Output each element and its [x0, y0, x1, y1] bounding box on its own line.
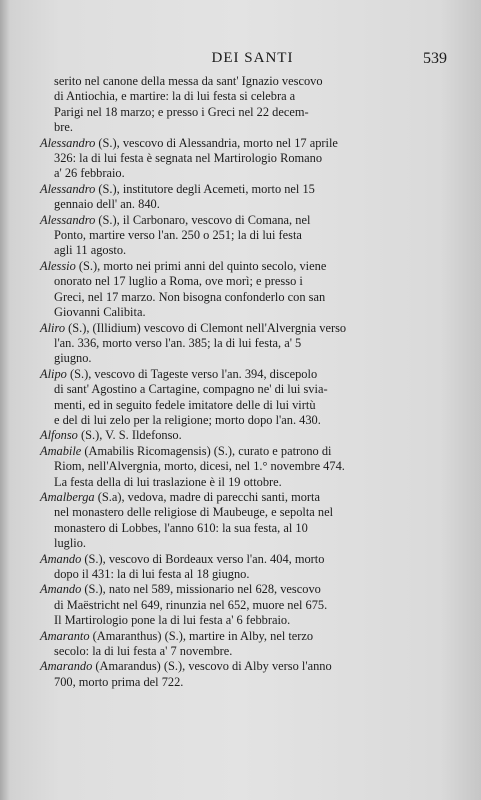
line-text: Greci, nel 17 marzo. Non bisogna confonderlo con san [54, 289, 326, 304]
text-line [40, 428, 462, 443]
line-text: agli 11 agosto. [54, 243, 127, 258]
text-line [40, 105, 462, 120]
line-text: Riom, nell'Alvergnia, morto, dicesi, nel 1.° novembre 474. [54, 459, 345, 474]
line-text: (S.), morto nei primi anni del quinto secolo, viene [75, 258, 327, 273]
text-line [40, 490, 462, 505]
text-line [40, 536, 462, 551]
line-text: 700, morto prima del 722. [54, 674, 184, 689]
line-text: Ponto, martire verso l'an. 250 o 251; la di lui festa [54, 228, 302, 243]
entry-heading: Amalberga [40, 489, 95, 504]
entry-heading: Amaranto [40, 628, 90, 643]
line-text: Parigi nel 18 marzo; e presso i Greci nel 22 decem- [54, 104, 309, 119]
line-text: di Maëstricht nel 649, rinunzia nel 652, muore nel 675. [54, 597, 328, 612]
text-line [40, 351, 462, 366]
text-line [40, 675, 462, 690]
text-line [40, 166, 462, 181]
text-line [40, 413, 462, 428]
entry-heading: Alessandro [40, 135, 96, 150]
text-line [40, 598, 462, 613]
text-line [40, 459, 462, 474]
entry-heading: Alessandro [40, 212, 96, 227]
text-line [40, 259, 462, 274]
line-text: l'an. 336, morto verso l'an. 385; la di lui festa, a' 5 [54, 335, 302, 350]
line-text: serito nel canone della messa da sant' Ignazio vescovo [54, 74, 323, 88]
line-text: (S.), (Illidium) vescovo di Clemont nell'Alvergnia verso [65, 320, 347, 335]
line-text: onorato nel 17 luglio a Roma, ove morì; e presso i [54, 274, 303, 289]
entry-heading: Amarando [40, 659, 93, 674]
text-line [40, 552, 462, 567]
line-text: Il Martirologio pone la di lui festa a' 6 febbraio. [54, 613, 291, 628]
line-text: (S.), V. S. Ildefonso. [77, 428, 182, 443]
line-text: e del di lui zelo per la religione; morto dopo l'an. 430. [54, 412, 321, 427]
text-line [40, 74, 462, 89]
text-line [40, 197, 462, 212]
text-line [40, 567, 462, 582]
line-text: (S.), vescovo di Tageste verso l'an. 394, discepolo [66, 366, 318, 381]
line-text: (S.), vescovo di Bordeaux verso l'an. 404, morto [81, 551, 325, 566]
line-text: monastero di Lobbes, l'anno 610: la sua festa, al 10 [54, 520, 308, 535]
entry-heading: Alfonso [40, 428, 78, 443]
text-line [40, 382, 462, 397]
line-text: (S.), nato nel 589, missionario nel 628, vescovo [81, 582, 321, 597]
text-line [40, 120, 462, 135]
text-line [40, 505, 462, 520]
text-line [40, 398, 462, 413]
text-line [40, 336, 462, 351]
entry-heading: Alessio [40, 258, 76, 273]
entry-heading: Aliro [40, 320, 66, 335]
line-text: (S.), institutore degli Acemeti, morto nel 15 [95, 181, 315, 196]
line-text: (S.a), vedova, madre di parecchi santi, morta [94, 489, 320, 504]
entry-heading: Alessandro [40, 181, 96, 196]
running-title: DEI SANTI [211, 50, 294, 66]
text-line [40, 213, 462, 228]
text-line [40, 290, 462, 305]
line-text: (Amaranthus) (S.), martire in Alby, nel terzo [89, 628, 314, 643]
text-line [40, 228, 462, 243]
text-body [40, 74, 462, 690]
text-line [40, 475, 462, 490]
entry-heading: Alipo [40, 366, 67, 381]
line-text: 326: la di lui festa è segnata nel Martirologio Romano [54, 151, 323, 166]
line-text: secolo: la di lui festa a' 7 novembre. [54, 644, 233, 659]
text-line [40, 367, 462, 382]
line-text: La festa della di lui traslazione è il 19 ottobre. [54, 474, 282, 489]
text-line [40, 305, 462, 320]
text-line [40, 182, 462, 197]
line-text: a' 26 febbraio. [54, 166, 125, 181]
line-text: gennaio dell' an. 840. [54, 197, 160, 212]
line-text: luglio. [54, 536, 87, 551]
text-line [40, 243, 462, 258]
line-text: (Amabilis Ricomagensis) (S.), curato e patrono di [81, 443, 332, 458]
text-line [40, 151, 462, 166]
page-number: 539 [423, 50, 447, 67]
line-text: di Antiochia, e martire: la di lui festa si celebra a [54, 89, 296, 104]
line-text: dopo il 431: la di lui festa al 18 giugno. [54, 567, 250, 581]
line-text: Giovanni Calibita. [54, 305, 146, 320]
text-line [40, 659, 462, 674]
entry-heading: Amando [40, 551, 82, 566]
text-line [40, 136, 462, 151]
line-text: (Amarandus) (S.), vescovo di Alby verso l'anno [92, 659, 332, 674]
text-line [40, 644, 462, 659]
text-line [40, 582, 462, 597]
entry-heading: Amabile [40, 443, 82, 458]
entry-heading: Amando [40, 582, 82, 597]
text-line [40, 521, 462, 536]
line-text: menti, ed in seguito fedele imitatore delle di lui virtù [54, 397, 316, 412]
text-line [40, 629, 462, 644]
text-line [40, 613, 462, 628]
text-line [40, 89, 462, 104]
line-text: giugno. [54, 351, 92, 366]
running-head [58, 50, 447, 72]
line-text: bre. [54, 120, 73, 135]
text-line [40, 444, 462, 459]
line-text: (S.), vescovo di Alessandria, morto nel 17 aprile [95, 135, 338, 150]
text-line [40, 321, 462, 336]
text-line [40, 274, 462, 289]
line-text: nel monastero delle religiose di Maubeuge, e sepolta nel [54, 505, 334, 520]
line-text: (S.), il Carbonaro, vescovo di Comana, nel [95, 212, 311, 227]
line-text: di sant' Agostino a Cartagine, compagno ne' di lui svia- [54, 382, 328, 397]
